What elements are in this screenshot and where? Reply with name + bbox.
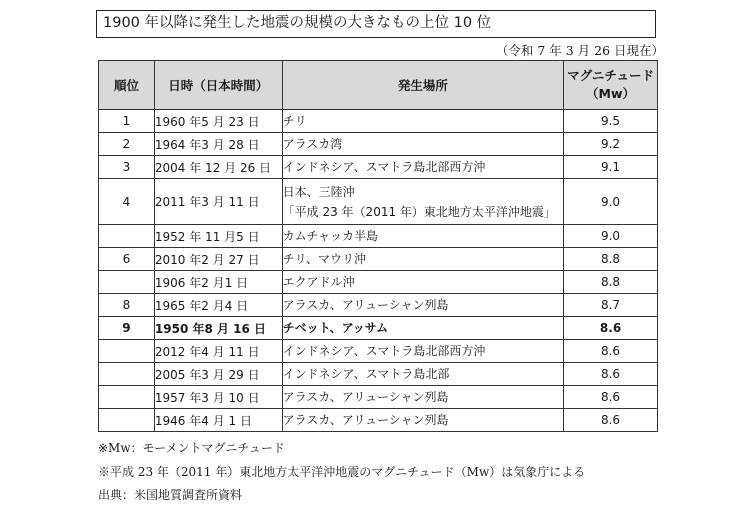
header-rank: 順位: [99, 61, 155, 110]
cell-magnitude: 9.5: [564, 110, 658, 133]
cell-place: [282, 340, 563, 363]
cell-rank: [99, 386, 155, 409]
cell-date: 1946 年4 月 1 日: [154, 409, 282, 432]
cell-magnitude: 8.6: [564, 386, 658, 409]
cell-magnitude: 8.6: [564, 409, 658, 432]
cell-date: 1957 年3 月 10 日: [154, 386, 282, 409]
place-line: インドネシア、スマトラ島北部西方沖: [282, 160, 486, 174]
cell-magnitude: 8.6: [564, 363, 658, 386]
header-date: 日時（日本時間）: [154, 61, 282, 110]
cell-date: 1950 年8 月 16 日: [154, 317, 282, 340]
table-body: [99, 110, 658, 432]
cell-rank: 4: [99, 179, 155, 225]
table-row: [99, 248, 658, 271]
place-line: アラスカ湾: [282, 137, 343, 151]
cell-place: [282, 179, 563, 225]
footnote-source: 出典：米国地質調査所資料: [98, 488, 243, 502]
cell-rank: 3: [99, 156, 155, 179]
cell-rank: [99, 340, 155, 363]
place-line: アラスカ、アリューシャン列島: [282, 298, 449, 312]
table-row: [99, 409, 658, 432]
cell-place: [282, 294, 563, 317]
table-row: [99, 363, 658, 386]
cell-place: [282, 248, 563, 271]
cell-rank: 8: [99, 294, 155, 317]
cell-rank: 1: [99, 110, 155, 133]
place-line: チリ: [282, 114, 307, 128]
table-row: [99, 156, 658, 179]
cell-date: 2005 年3 月 29 日: [154, 363, 282, 386]
cell-magnitude: 8.6: [564, 317, 658, 340]
cell-magnitude: 8.8: [564, 248, 658, 271]
cell-place: [282, 317, 563, 340]
cell-place: [282, 156, 563, 179]
document-title: 1900 年以降に発生した地震の規模の大きなもの上位 10 位: [96, 10, 656, 38]
cell-date: 2011 年3 月 11 日: [154, 179, 282, 225]
header-magnitude-line1: マグニチュード: [567, 68, 654, 83]
cell-magnitude: 8.8: [564, 271, 658, 294]
cell-rank: 9: [99, 317, 155, 340]
place-line: インドネシア、スマトラ島北部西方沖: [282, 344, 486, 358]
cell-place: [282, 133, 563, 156]
cell-date: 2012 年4 月 11 日: [154, 340, 282, 363]
cell-date: 1952 年 11 月5 日: [154, 225, 282, 248]
place-line: 「平成 23 年（2011 年）東北地方太平洋沖地震」: [282, 204, 556, 219]
cell-magnitude: 9.2: [564, 133, 658, 156]
cell-place: [282, 409, 563, 432]
place-line: チベット、アッサム: [282, 321, 389, 335]
place-line: インドネシア、スマトラ島北部: [282, 367, 450, 381]
cell-date: 1965 年2 月4 日: [154, 294, 282, 317]
header-place: 発生場所: [282, 61, 563, 110]
header-magnitude-line2: （Mw）: [586, 86, 636, 101]
place-line: エクアドル沖: [282, 275, 355, 289]
cell-rank: [99, 225, 155, 248]
footnote-jma: ※平成 23 年（2011 年）東北地方太平洋沖地震のマグニチュード（Mw）は気象庁による: [98, 464, 586, 479]
cell-rank: 2: [99, 133, 155, 156]
table-row: [99, 179, 658, 225]
place-line: 日本、三陸沖: [282, 184, 355, 199]
cell-place: [282, 225, 563, 248]
cell-place: [282, 271, 563, 294]
cell-magnitude: 9.0: [564, 179, 658, 225]
cell-place: [282, 363, 563, 386]
header-magnitude: [564, 61, 658, 110]
cell-place: [282, 110, 563, 133]
table-row: [99, 386, 658, 409]
cell-magnitude: 9.1: [564, 156, 658, 179]
table-row: [99, 294, 658, 317]
cell-magnitude: 8.7: [564, 294, 658, 317]
table-header-row: [99, 61, 658, 110]
footnotes: [98, 437, 585, 508]
cell-date: 2010 年2 月 27 日: [154, 248, 282, 271]
cell-date: 1960 年5 月 23 日: [154, 110, 282, 133]
table-row: [99, 225, 658, 248]
cell-rank: [99, 363, 155, 386]
table-row: [99, 340, 658, 363]
cell-rank: [99, 409, 155, 432]
as-of-date: （令和 7 年 3 月 26 日現在）: [495, 43, 664, 58]
cell-magnitude: 8.6: [564, 340, 658, 363]
cell-date: 1964 年3 月 28 日: [154, 133, 282, 156]
cell-rank: [99, 271, 155, 294]
cell-magnitude: 9.0: [564, 225, 658, 248]
cell-rank: 6: [99, 248, 155, 271]
cell-place: [282, 386, 563, 409]
place-line: アラスカ、アリューシャン列島: [282, 390, 449, 404]
place-line: カムチャッカ半島: [282, 229, 379, 243]
earthquake-ranking-table: [98, 60, 658, 432]
cell-date: 1906 年2 月1 日: [154, 271, 282, 294]
table-row: [99, 133, 658, 156]
place-line: アラスカ、アリューシャン列島: [282, 413, 449, 427]
table-row: [99, 110, 658, 133]
place-line: チリ、マウリ沖: [282, 252, 367, 266]
cell-date: 2004 年 12 月 26 日: [154, 156, 282, 179]
table-row: [99, 271, 658, 294]
footnote-mw: ※Mw：モーメントマグニチュード: [98, 441, 285, 455]
table-row: [99, 317, 658, 340]
